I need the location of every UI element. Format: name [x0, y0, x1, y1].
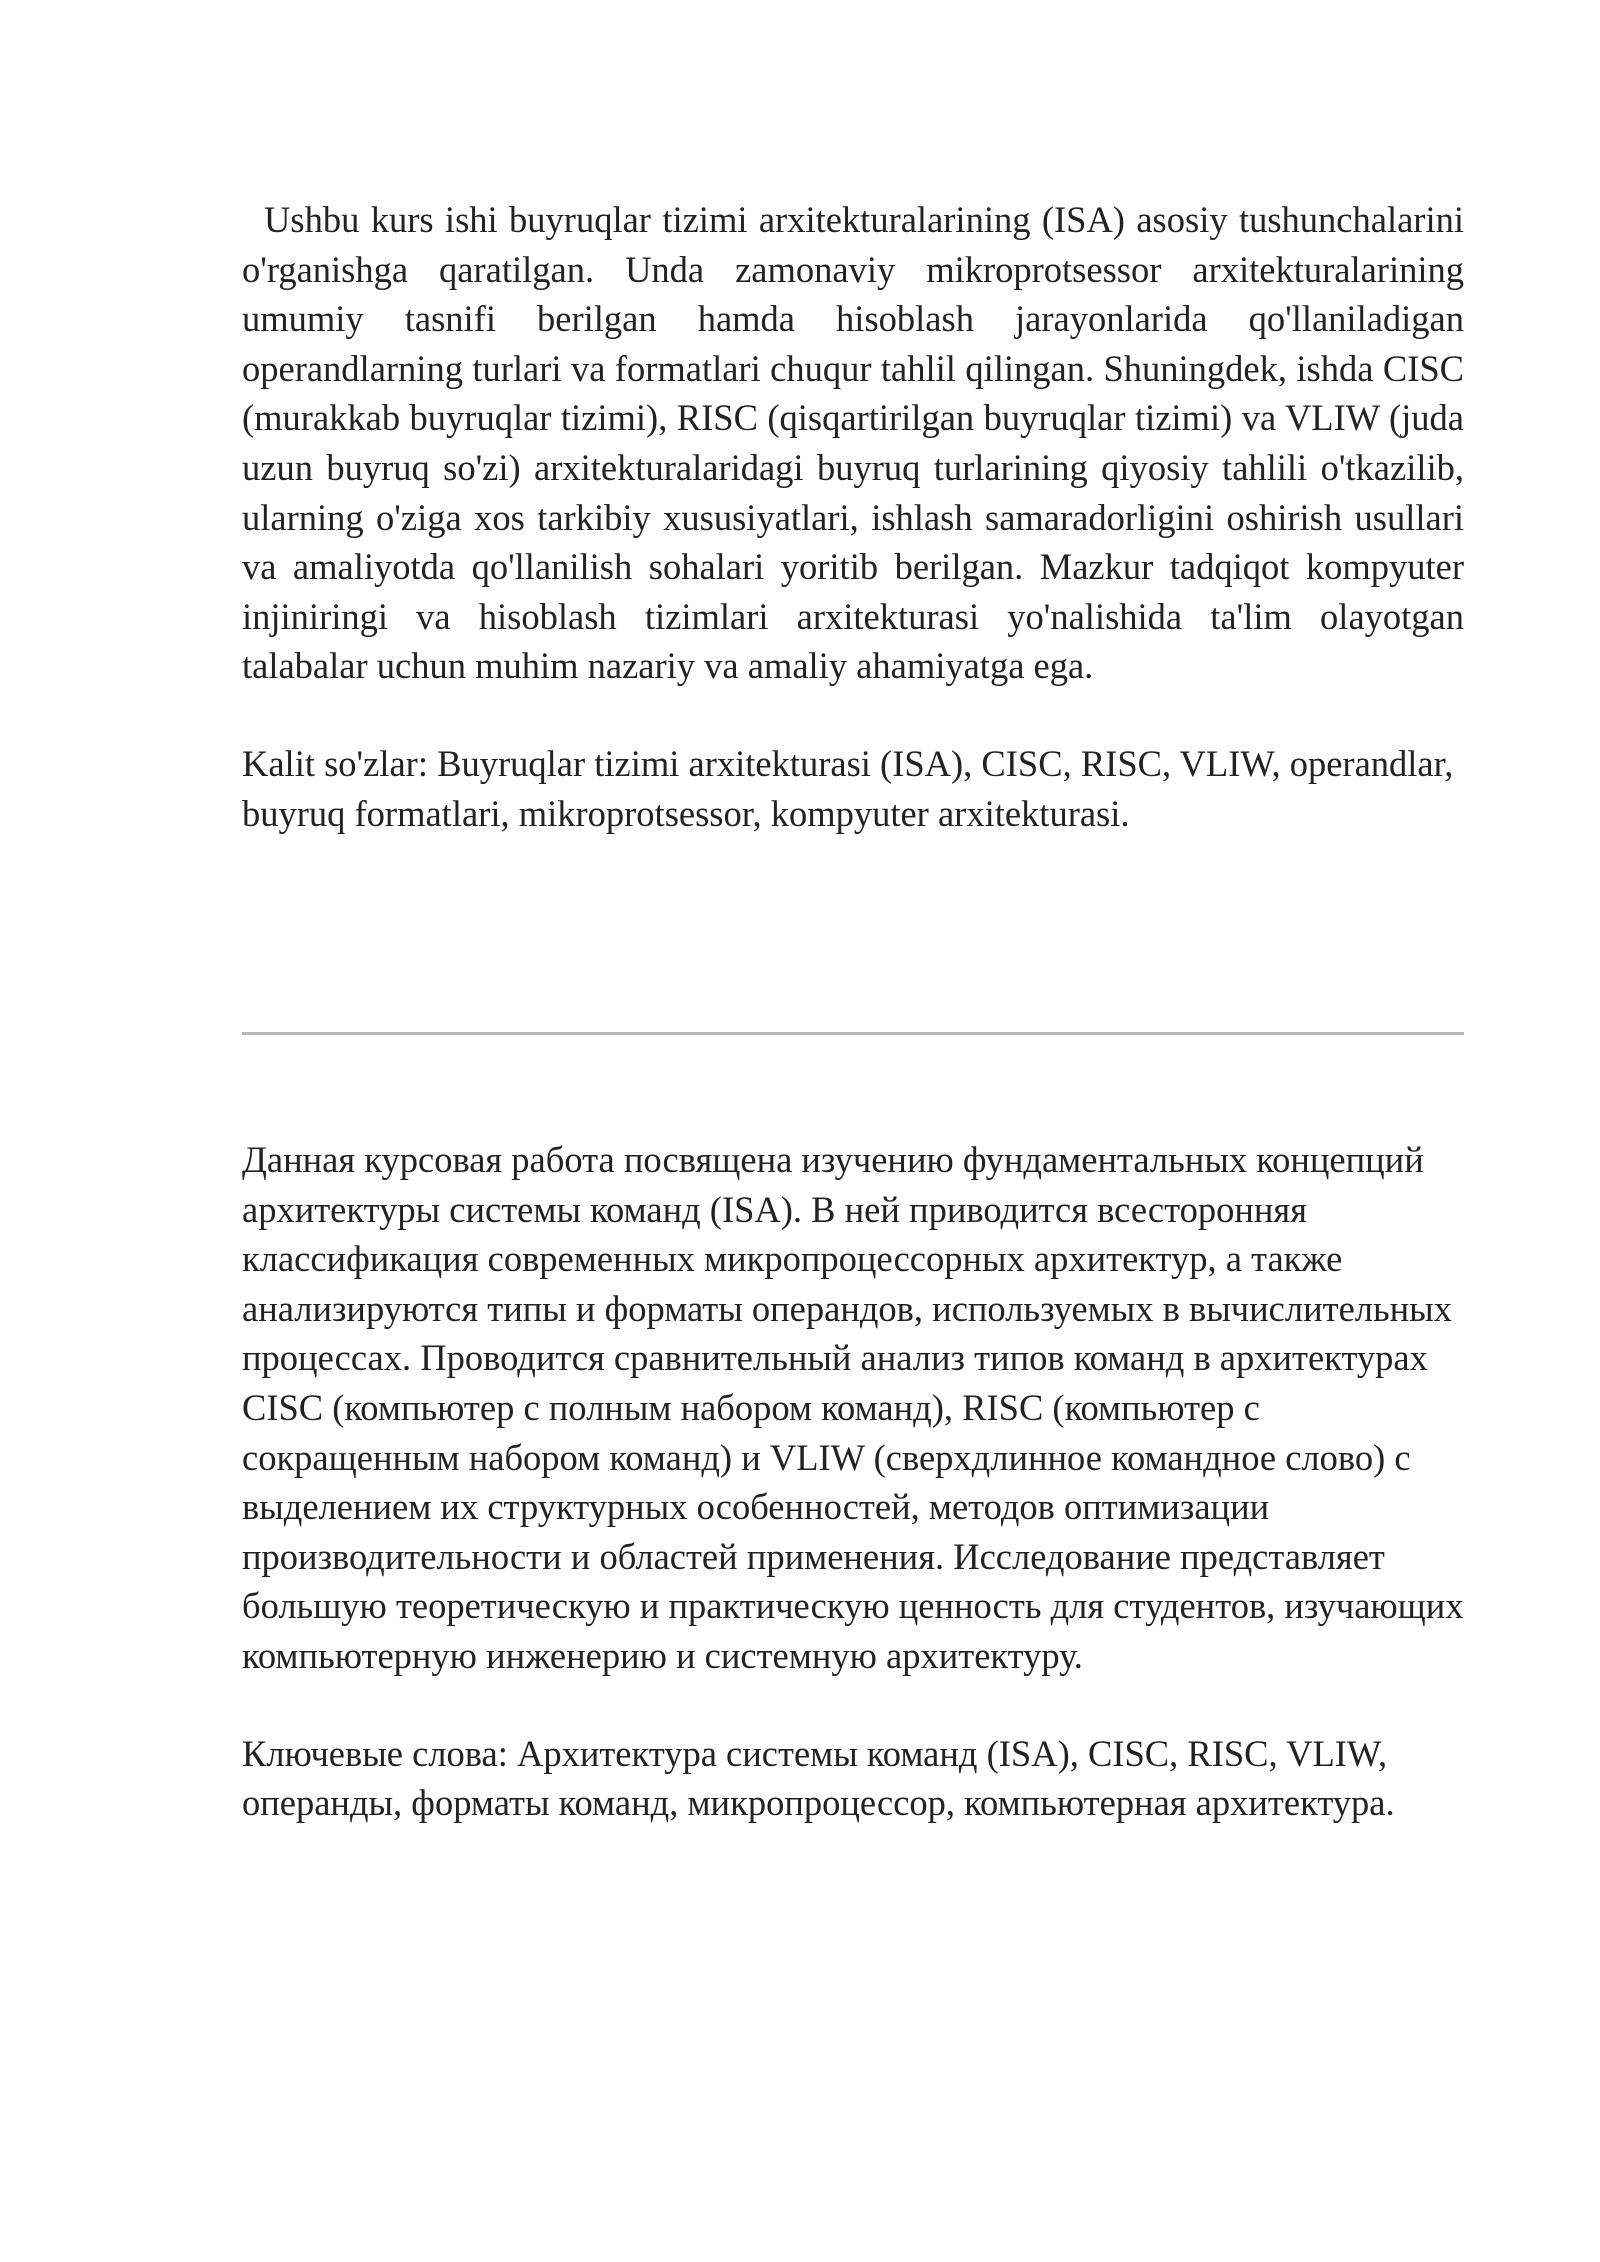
- abstract-uzbek-text: Ushbu kurs ishi buyruqlar tizimi arxitekturalarining (ISA) asosiy tushunchalarini o'rganishga qaratilgan. Unda zamonaviy mikroprotsessor arxitekturalarining umumiy tasnifi berilgan hamda hisoblash jarayonlarida qo'llaniladigan operandlarning turlari va formatlari chuqur tahlil qilingan. Shuningdek, ishda CISC (murakkab buyruqlar tizimi), RISC (qisqartirilgan buyruqlar tizimi) va VLIW (juda uzun buyruq so'zi) arxitekturalaridagi buyruq turlarining qiyosiy tahlili o'tkazilib, ularning o'ziga xos tarkibiy xususiyatlari, ishlash samaradorligini oshirish usullari va amaliyotda qo'llanilish sohalari yoritib berilgan. Mazkur tadqiqot kompyuter injiniringi va hisoblash tizimlari arxitekturasi yo'nalishida ta'lim olayotgan talabalar uchun muhim nazariy va amaliy ahamiyatga ega.: [242, 199, 1464, 687]
- keywords-uzbek: Kalit so'zlar: Buyruqlar tizimi arxitekturasi (ISA), CISC, RISC, VLIW, operandlar, buyruq formatlari, mikroprotsessor, kompyuter arxitekturasi.: [242, 742, 1454, 834]
- abstract-uzbek-section: [242, 195, 1464, 838]
- abstract-russian-section: [242, 1135, 1464, 1828]
- abstract-russian-text: Данная курсовая работа посвящена изучению фундаментальных концепций архитектуры системы команд (ISA). В ней приводится всесторонняя классификация современных микропроцессорных архитектур, а также анализируются типы и форматы операндов, используемых в вычислительных процессах. Проводится сравнительный анализ типов команд в архитектурах CISC (компьютер с полным набором команд), RISC (компьютер с сокращенным набором команд) и VLIW (сверхдлинное командное слово) с выделением их структурных особенностей, методов оптимизации производительности и областей применения. Исследование представляет большую теоретическую и практическую ценность для студентов, изучающих компьютерную инженерию и системную архитектуру.: [242, 1139, 1464, 1676]
- section-divider: [242, 1032, 1464, 1035]
- keywords-russian: Ключевые слова: Архитектура системы команд (ISA), CISC, RISC, VLIW, операнды, форматы команд, микропроцессор, компьютерная архитектура.: [242, 1732, 1395, 1824]
